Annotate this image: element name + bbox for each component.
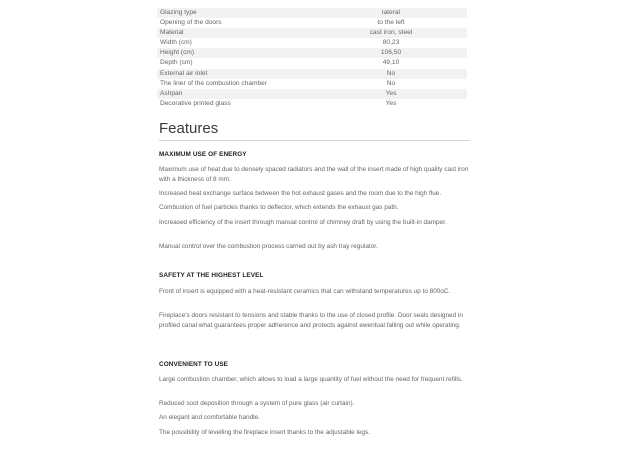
paragraph: Manual control over the combustion process carried out by ash tray regulator. <box>159 243 378 250</box>
spec-label: Width (cm) <box>160 39 192 47</box>
spec-value: to the left <box>377 19 405 27</box>
spec-value: 80,23 <box>382 39 400 47</box>
heading-divider <box>159 140 470 141</box>
spec-value: No <box>312 69 467 79</box>
paragraph: Combustion of fuel particles thanks to deflector, which extends the exhaust gas path. <box>159 204 399 211</box>
spec-value: Yes <box>385 99 397 107</box>
paragraph: Maximum use of heat due to densely spaced radiators and the wall of the insert made of high quality cast iron with a thickness of 8 mm. <box>159 166 469 183</box>
table-row <box>157 79 467 89</box>
table-row <box>157 38 467 48</box>
section-title-energy: MAXIMUM USE OF ENERGY <box>159 151 247 158</box>
spec-value: No <box>386 79 396 87</box>
section-title-convenient: CONVENIENT TO USE <box>159 361 229 368</box>
paragraph: Large combustion chamber, which allows to load a large quantity of fuel without the need for frequent refills. <box>159 376 463 383</box>
table-row <box>157 89 467 99</box>
table-row <box>157 69 467 79</box>
spec-label: Depth (cm) <box>160 59 193 67</box>
paragraph: The possibility of levelling the fireplace insert thanks to the adjustable legs. <box>159 429 371 436</box>
spec-value: cast iron, steel <box>312 28 467 38</box>
spec-label: Decorative printed glass <box>160 99 231 107</box>
table-row <box>157 8 467 18</box>
features-heading: Features <box>159 120 219 137</box>
spec-label: Glazing type <box>157 8 312 18</box>
spec-value: 49,10 <box>382 59 400 67</box>
table-row <box>157 48 467 58</box>
table-row <box>157 99 467 109</box>
spec-value: lateral <box>312 8 467 18</box>
spec-label: Ashpan <box>157 89 312 99</box>
spec-table <box>157 8 467 109</box>
spec-label: External air inlet <box>157 69 312 79</box>
paragraph: Fireplace's doors resistant to tensions and stable thanks to the use of closed profile. Door seals designed in profiled canal what guarantees proper adherence and protects against ewentual falling out while operating. <box>159 312 463 329</box>
spec-label: The liner of the combustion chamber <box>160 79 268 87</box>
paragraph: Reduced soot deposition through a system of pure glass (air curtain). <box>159 400 355 407</box>
table-row <box>157 18 467 28</box>
section-title-safety: SAFETY AT THE HIGHEST LEVEL <box>159 272 264 279</box>
table-row <box>157 28 467 38</box>
spec-label: Opening of the doors <box>160 19 222 27</box>
spec-label: Material <box>157 28 312 38</box>
spec-value: Yes <box>312 89 467 99</box>
paragraph: Increased efficiency of the insert through manual control of chimney draft by using the built-in damper. <box>159 219 447 226</box>
paragraph: Increased heat exchange surface between the hot exhaust gases and the room due to the high flue. <box>159 190 442 197</box>
spec-value: 106,50 <box>312 48 467 58</box>
table-row <box>157 58 467 68</box>
spec-label: Height (cm) <box>157 48 312 58</box>
paragraph: Front of insert is equipped with a heat-resistant ceramics that can withstand temperatures up to 800oC. <box>159 288 451 295</box>
paragraph: An elegant and comfortable handle. <box>159 414 260 421</box>
